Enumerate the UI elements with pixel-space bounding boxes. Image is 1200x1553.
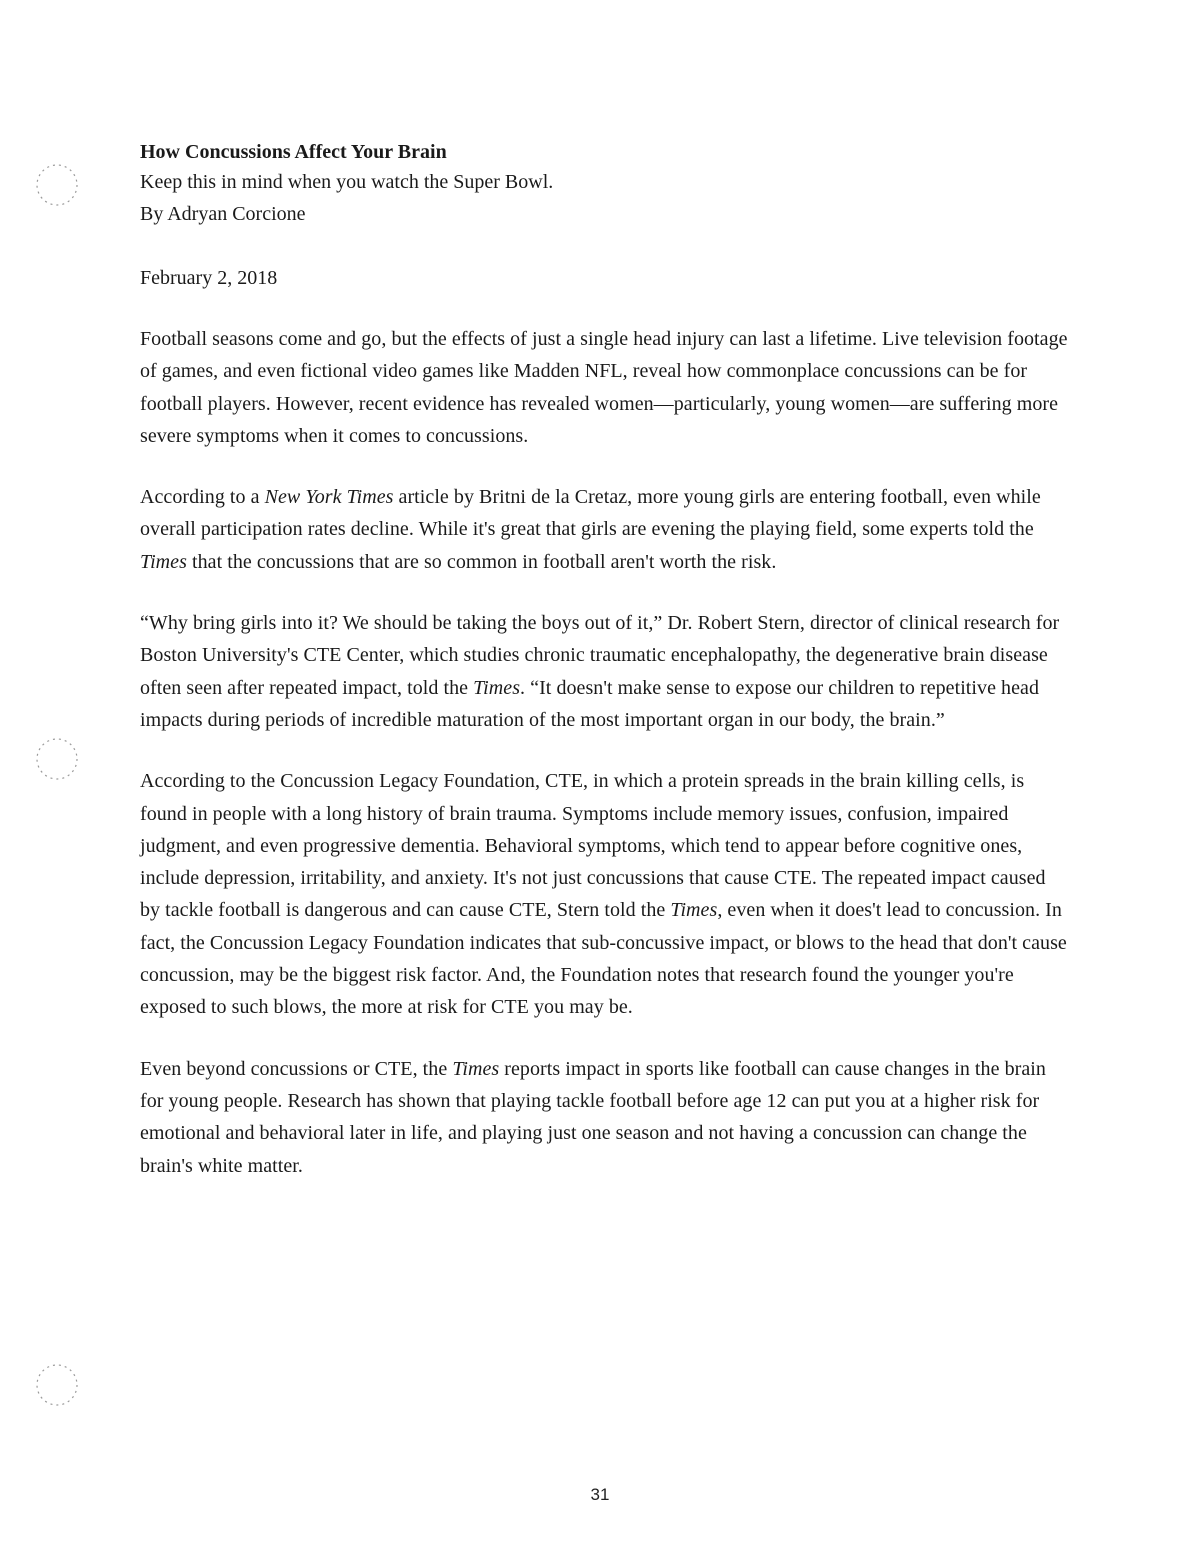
article-title: How Concussions Affect Your Brain <box>140 141 447 163</box>
paragraph-1: Football seasons come and go, but the effects of just a single head injury can last a lifetime. Live television footage of games, and even fictional video games like Madden NFL, reveal how commonplace concussions can be for football players. However, recent evidence has revealed women—particularly, young women—are suffering more severe symptoms when it comes to concussions. <box>140 328 1068 447</box>
paragraph-5 <box>140 1053 1070 1182</box>
paragraph-2-text-a: According to a <box>140 486 265 509</box>
paragraph-2-text-e: that the concussions that are so common in football aren't worth the risk. <box>186 550 777 573</box>
punch-hole-mark-bottom <box>30 1358 84 1412</box>
paragraph-2-text-c: article by Britni de la Cretaz, more young girls are entering football, even while overall participation rates decline. While it's great that girls are evening the playing field, some experts told the <box>140 486 1041 541</box>
paragraph-2 <box>140 481 1070 578</box>
article-subtitle: Keep this in mind when you watch the Super Bowl. <box>140 171 554 193</box>
paragraph-4-publication-short: Times <box>670 899 718 922</box>
paragraph-2-publication-short: Times <box>140 550 187 573</box>
paragraph-5-text-c: reports impact in sports like football can cause changes in the brain for young people. Research has shown that playing tackle football before age 12 can put you at a higher risk for emotional and behavioral later in life, and playing just one season and not having a concussion can change the brain's white matter. <box>140 1057 1046 1177</box>
paragraph-3 <box>140 607 1070 736</box>
punch-hole-mark-middle <box>30 732 84 786</box>
article-body <box>140 138 1070 1182</box>
article-byline: By Adryan Corcione <box>140 203 306 225</box>
paragraph-4-text-a: According to the Concussion Legacy Foundation, CTE, in which a protein spreads in the brain killing cells, is found in people with a long history of brain trauma. Symptoms include memory issues, confusion, impaired judgment, and even progressive dementia. Behavioral symptoms, which tend to appear before cognitive ones, include depression, irritability, and anxiety. It's not just concussions that cause CTE. The repeated impact caused by tackle football is dangerous and can cause CTE, Stern told the <box>140 770 1046 922</box>
paragraph-4-text-c: , even when it does't lead to concussion. In fact, the Concussion Legacy Foundation indicates that sub-concussive impact, or blows to the head that don't cause concussion, may be the biggest risk factor. And, the Foundation notes that research found the younger you're exposed to such blows, the more at risk for CTE you may be. <box>140 899 1067 1019</box>
punch-hole-mark-top <box>30 158 84 212</box>
paragraph-3-text-c: . “It doesn't make sense to expose our children to repetitive head impacts during periods of incredible maturation of the most important organ in our body, the brain.” <box>140 676 1040 731</box>
paragraph-3-publication-short: Times <box>473 676 521 699</box>
page-number: 31 <box>590 1485 610 1504</box>
paragraph-5-text-a: Even beyond concussions or CTE, the <box>140 1057 453 1080</box>
paragraph-2-publication-name: New York Times <box>264 486 394 509</box>
paragraph-3-text-a: “Why bring girls into it? We should be taking the boys out of it,” Dr. Robert Stern, director of clinical research for Boston University's CTE Center, which studies chronic traumatic encephalopathy, the degenerative brain disease often seen after repeated impact, told the <box>140 612 1060 699</box>
paragraph-4 <box>140 765 1070 1023</box>
article-date: February 2, 2018 <box>140 267 278 289</box>
paragraph-5-publication-short: Times <box>452 1057 500 1080</box>
